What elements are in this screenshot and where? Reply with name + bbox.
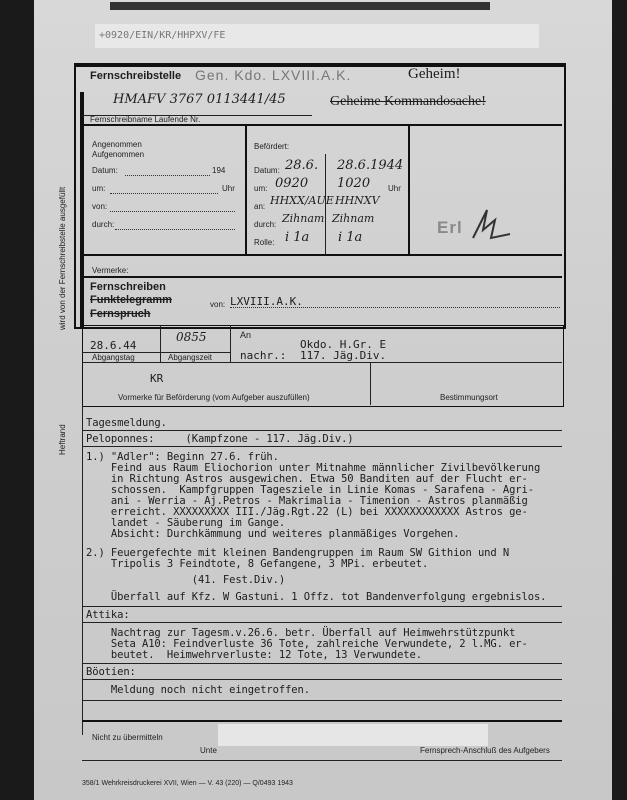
margin-heftrand: Heftrand [58,424,67,455]
sent-date-2: 28.6.1944 [337,158,404,173]
vermerke-label: Vermerke: [92,266,129,275]
sent-an-2: HHNXV [335,194,380,207]
sent-title: Befördert: [254,142,290,151]
fernsprech-label: Fernsprech-Anschluß des Aufgebers [420,746,550,755]
addr-div-3 [370,362,371,405]
margin-note [58,320,68,330]
body-line: Seta A10: Feindverluste 36 Tote, zahlreiche Verwundete, 2 l.MG. er- [86,638,528,650]
body-line: ani - Werria - Aj.Petros - Makrimalia - Timenion - Astros planmäßig [86,495,528,507]
received-um-label: um: [92,184,106,193]
body-left-line [82,405,83,735]
form-title: Fernschreibstelle [90,70,182,82]
sent-an-1: HHXX/AUE [270,194,334,207]
dots-2 [110,193,218,194]
body-line: Absicht: Durchkämmung und weiteres planmäßiges Vorgehen. [86,528,460,540]
body-line: beutet. Heimwehrverluste: 12 Tote, 13 Verwundete. [86,649,422,661]
body-line: Meldung noch nicht eingetroffen. [86,684,310,696]
body-line: Peloponnes: (Kampfzone - 117. Jäg.Div.) [86,433,354,445]
angenommen-label [92,140,144,160]
header-divider [82,124,562,126]
addr-div-1 [160,325,161,362]
von-value: LXVIII.A.K. [230,295,303,308]
printer-label: 358/1 Wehrkreisdruckerei XVII, Wien — V. 43 (220) — Q/0493 1943 [82,780,293,787]
rule [82,679,562,680]
sent-datum-label: Datum: [254,166,280,175]
sent-rolle-2: i 1a [338,230,363,245]
nachr-label: nachr.: [240,349,287,362]
aufgenommen-text: Aufgenommen [92,150,145,159]
rule [82,430,562,431]
sent-date-1: 28.6. [285,158,319,173]
rule [82,606,562,607]
addr-div-2 [230,325,231,362]
col-divider-2 [408,124,410,254]
type-fernschreiben: Fernschreiben [90,281,166,293]
sent-um-label: um: [254,184,268,193]
body-line: Feind aus Raum Eliochorion unter Mitnahme männlicher Zivilbevölkerung [86,462,541,474]
bottom-line [82,760,562,761]
body-line: Böotien: [86,666,136,678]
body-line: in Richtung Astros ausgewichen. Etwa 50 Banditen auf der Flucht er- [86,473,528,485]
body-line: Tagesmeldung. [86,417,167,429]
sent-time-2: 1020 [337,176,371,191]
type-fernspruch: Fernspruch [90,308,151,320]
col-divider-1 [245,124,247,254]
type-funktelegramm: Funktelegramm [90,294,172,306]
body-line: 2.) Feuergefechte mit kleinen Bandengruppen im Raum SW Githion und N [86,547,510,559]
dots-3 [110,211,235,212]
rule [82,622,562,623]
rule [82,700,562,701]
kr-label: KR [150,372,164,385]
unterschrift-label: Unte [200,746,217,755]
form-left-thick [80,92,84,327]
abgangstag-value: 28.6.44 [90,339,137,352]
sent-durch-2: Zihnam [332,212,375,225]
sent-an-label: an: [254,202,266,211]
geheim-label: Geheim! [408,66,461,82]
header-bar [110,2,490,10]
vermerke-top-line [82,254,562,256]
header-teletype-line [95,24,539,48]
signature-scribble [465,200,515,245]
sent-rolle-1: i 1a [285,230,310,245]
abgangszeit-label: Abgangszeit [168,353,213,362]
header-code: +0920/EIN/KR/HHPXV/FE [99,30,226,41]
abgangszeit-value: 0855 [176,330,207,344]
received-uhr-label: Uhr [222,184,235,193]
an-value-2: 117. Jäg.Div. [300,349,387,362]
sent-rolle-label: Rolle: [254,238,275,247]
nicht-zu-uebermitteln-label: Nicht zu übermitteln [92,733,163,742]
body-line: Nachtrag zur Tagesm.v.26.6. betr. Überfall auf Heimwehrstützpunkt [86,627,516,639]
received-year-label: 194 [212,166,226,175]
laufende-nr-label: Fernschreibname Laufende Nr. [90,115,201,124]
sent-uhr-label: Uhr [388,184,401,193]
angenommen-text: Angenommen [92,140,142,149]
body-line: Tripolis 3 Feindtote, 8 Gefangene, 3 MPi. erbeutet. [86,558,429,570]
dots-1 [125,175,210,176]
body-line: landet - Säuberung im Gange. [86,517,286,529]
von-label: von: [210,300,226,309]
body-line: (41. Fest.Div.) [86,574,286,586]
body-line: 1.) "Adler": Beginn 27.6. früh. [86,451,279,463]
received-von-label: von: [92,202,108,211]
erl-stamp: Erl [437,218,463,237]
sent-durch-1: Zihnam [282,212,325,225]
bottom-thick-line [82,720,562,722]
body-line: Attika: [86,609,130,621]
rule [82,663,562,664]
sent-time-1: 0920 [275,176,309,191]
vermerke-line [82,276,562,278]
von-dots [230,307,560,308]
an-value-1: Okdo. H.Gr. E [300,338,387,351]
body-line: Überfall auf Kfz. W Gastuni. 1 Offz. tot Bandenverfolgung ergebnislos. [86,591,547,603]
addr-line-2 [82,362,562,363]
received-datum-label: Datum: [92,166,118,175]
body-line: erreicht. XXXXXXXXX III./Jäg.Rgt.22 (L) bei XXXXXXXXXXXX Astros ge- [86,506,528,518]
laufende-nr-hand: HMAFV 3767 0113441/45 [113,92,286,107]
sent-durch-label: durch: [254,220,277,229]
stamp-unit: Gen. Kdo. LXVIII.A.K. [195,67,352,83]
received-durch-label: durch: [92,220,115,229]
dots-4 [115,229,235,230]
bestimmungsort-label: Bestimmungsort [440,393,498,402]
vormerke-label: Vormerke für Beförderung (vom Aufgeber auszufüllen) [118,393,310,402]
an-label: An [240,330,252,340]
redaction-strip [218,724,488,746]
body-line: schossen. Kampfgruppen Tagesziele in Linie Komas - Sarafena - Agri- [86,484,534,496]
geheime-kommandosache-label: Geheime Kommandosache! [330,94,486,109]
abgangstag-label: Abgangstag [92,353,135,362]
rule [82,446,562,447]
